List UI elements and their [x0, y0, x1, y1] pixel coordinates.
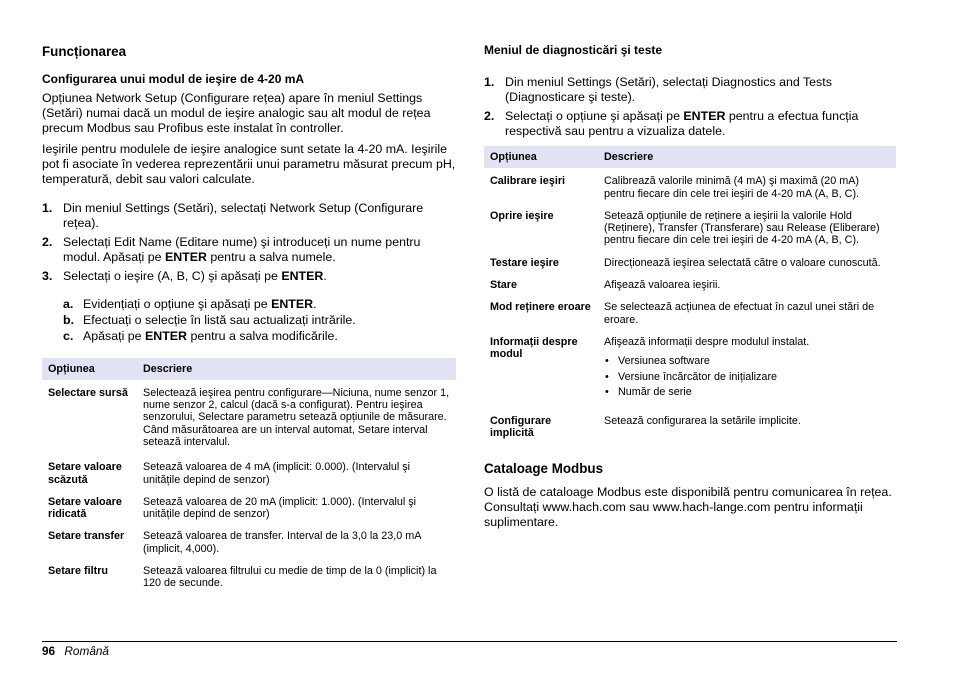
procedure-steps: [42, 201, 456, 284]
list-item: • Versiune încărcător de inițializare: [604, 370, 890, 386]
subheading-diagnostics: Meniul de diagnosticări şi teste: [484, 43, 663, 57]
table-row: Setare valoare scăzută Setează valoarea de 4 mA (implicit: 0.000). (Intervalul şi unitățile depind de senzor): [48, 461, 411, 486]
table-header-row: [484, 146, 896, 168]
page-footer: [42, 644, 109, 658]
table-row: Selectare sursă Selectează ieşirea pentru configurare—Niciuna, nume senzor 1, nume senzor 2, calcul (dacă s-a configurat). Pentru ieşirea senzorului, Selectare parametru setează opțiunile de măsurare. Când măsurătoarea are un interval automat, Setare interval setează intervalul.: [48, 386, 450, 448]
substep-a: a. Evidențiați o opțiune şi apăsați pe ENTER.: [63, 296, 317, 311]
output-options-table: [42, 358, 456, 595]
table-row: Testare ieşire Direcționează ieşirea selectată către o valoare cunoscută.: [490, 256, 881, 269]
table-header-row: [42, 358, 456, 380]
intro-paragraph: Opțiunea Network Setup (Configurare rețea) apare în meniul Settings (Setări) numai dacă un modul de ieşire analogic sau alt modul de rețea precum Modbus sau Profibus este instalat în controller.: [42, 91, 431, 135]
step-1: 1. Din meniul Settings (Setări), selectați Diagnostics and Tests (Diagnosticare şi teste).: [484, 75, 832, 104]
right-column: [484, 40, 896, 530]
step-3: 3. Selectați o ieşire (A, B, C) şi apăsați pe ENTER.: [42, 269, 327, 283]
subheading-4-20ma: Configurarea unui modul de ieşire de 4-20 mA: [42, 72, 305, 86]
step-2: 2. Selectați o opțiune şi apăsați pe ENTER pentru a efectua funcția respectivă sau pentru a vizualiza datele.: [484, 109, 859, 138]
list-item: • Număr de serie: [604, 385, 890, 401]
left-column: [42, 40, 456, 595]
substep-c: c. Apăsați pe ENTER pentru a salva modificările.: [63, 328, 338, 343]
section-heading-modbus: Cataloage Modbus: [484, 461, 604, 477]
table-row: Setare transfer Setează valoarea de transfer. Interval de la 3,0 la 23,0 mA (implicit, 4,000).: [48, 530, 421, 555]
module-info-list: [604, 354, 890, 401]
column-header-option: Opțiunea: [484, 146, 598, 168]
footer-divider: [42, 641, 897, 642]
step-1: 1. Din meniul Settings (Setări), selectați Network Setup (Configurare rețea).: [42, 201, 424, 230]
procedure-substeps: [42, 296, 456, 344]
modbus-paragraph: O listă de cataloage Modbus este disponibilă pentru comunicarea în rețea. Consultați www.hach.com sau www.hach-lange.com pentru informații suplimentare.: [484, 485, 892, 530]
step-2: 2. Selectați Edit Name (Editare nume) şi introduceți un nume pentru modul. Apăsați pe ENTER pentru a salva numele.: [42, 235, 421, 264]
outputs-paragraph: Ieşirile pentru modulele de ieşire analogice sunt setate la 4-20 mA. Ieşirile pot fi asociate în vederea reprezentării unui parametru măsurat precum pH, temperatură, debit sau valori calculate.: [42, 142, 456, 186]
list-item: • Versiunea software: [604, 354, 890, 370]
substep-b: b. Efectuați o selecție în listă sau actualizați intrările.: [63, 312, 356, 327]
diagnostics-steps: [484, 75, 896, 138]
table-row: Setare valoare ridicată Setează valoarea de 20 mA (implicit: 1.000). (Intervalul şi unitățile depind de senzor): [48, 495, 417, 521]
table-row: Informații despre modul Afişează informații despre modulul instalat. • Versiunea software • Versiune încărcător de inițializare • Număr de serie: [484, 331, 896, 406]
column-header-description: Descriere: [598, 146, 896, 168]
table-row: Stare Afişează valoarea ieşirii.: [490, 279, 721, 292]
footer-language: Română: [64, 644, 109, 658]
column-header-description: Descriere: [137, 358, 456, 380]
section-heading-operation: Funcționarea: [42, 44, 127, 59]
table-row: Mod reținere eroare Se selectează acțiunea de efectuat în cazul unei stări de eroare.: [490, 301, 875, 326]
table-row: Calibrare ieşiri Calibrează valorile minimă (4 mA) şi maximă (20 mA) pentru fiecare din cele trei ieşiri de 4-20 mA (A, B, C).: [490, 175, 860, 200]
column-header-option: Opțiunea: [42, 358, 137, 380]
table-row: Setare filtru Setează valoarea filtrului cu medie de timp de la 0 (implicit) la 120 de secunde.: [48, 565, 437, 590]
table-row: Configurare implicită Setează configurarea la setările implicite.: [490, 414, 801, 440]
diagnostics-options-table: [484, 146, 896, 444]
table-row: Oprire ieşire Setează opțiunile de reținere a ieşirii la valorile Hold (Reținere), Transfer (Transferare) sau Release (Eliberare) pentru fiecare din cele trei ieşiri de 4-20 mA (A, B, C).: [490, 209, 880, 247]
page-number: 96: [42, 644, 56, 658]
